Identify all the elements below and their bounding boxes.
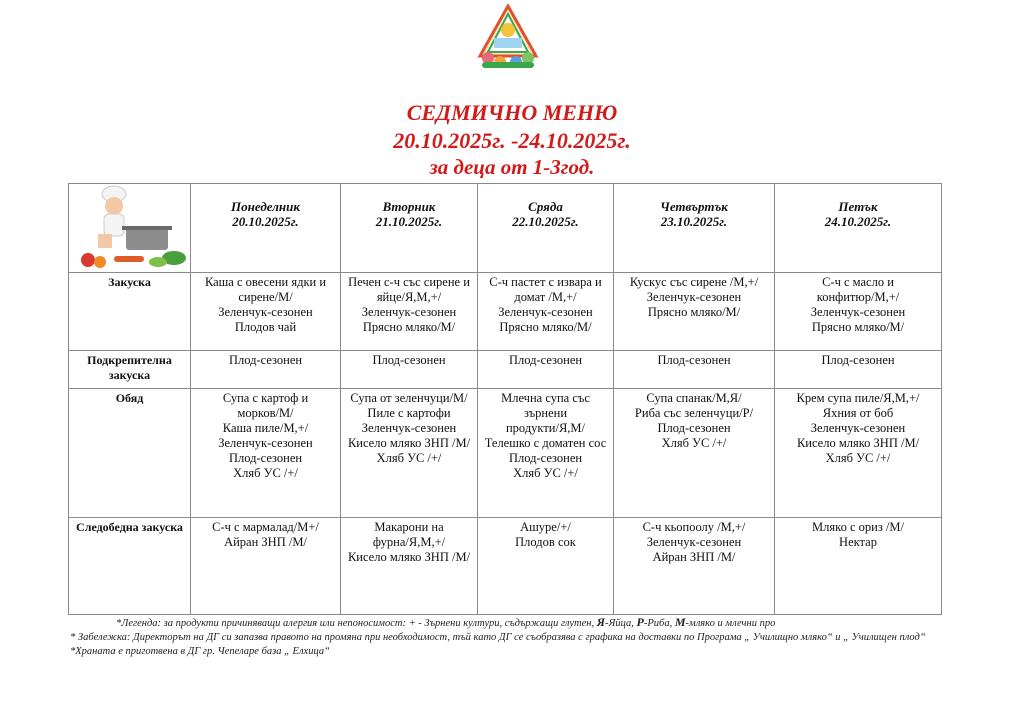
meal-row-breakfast — [69, 273, 942, 351]
prepared-note: *Храната е приготвена в ДГ гр. Чепеларе база „ Елхица“ — [70, 646, 330, 657]
menu-cell: Каша с овесени ядки и сирене/М/ Зеленчук-сезонен Плодов чай — [191, 273, 341, 351]
menu-cell: Супа с картоф и морков/М/ Каша пиле/М,+/ Зеленчук-сезонен Плод-сезонен Хляб УС /+/ — [191, 389, 341, 518]
chef-child-image — [70, 184, 190, 268]
header-corner — [69, 184, 191, 273]
menu-cell: С-ч с мармалад/М+/ Айран ЗНП /М/ — [191, 518, 341, 615]
menu-cell: Плод-сезонен — [614, 351, 775, 389]
header-row — [69, 184, 942, 273]
menu-cell: Кускус със сирене /М,+/ Зеленчук-сезонен Прясно мляко/М/ — [614, 273, 775, 351]
menu-cell: Макарони на фурна/Я,М,+/ Кисело мляко ЗНП /М/ — [341, 518, 478, 615]
meal-label: Обяд — [69, 389, 191, 518]
day-header-1: Вторник 21.10.2025г. — [341, 184, 478, 273]
meal-row-afternoon-snack — [69, 518, 942, 615]
menu-cell: Плод-сезонен — [775, 351, 942, 389]
menu-cell: Печен с-ч със сирене и яйце/Я,М,+/ Зеленчук-сезонен Прясно мляко/М/ — [341, 273, 478, 351]
menu-cell: С-ч пастет с извара и домат /М,+/ Зеленчук-сезонен Прясно мляко/М/ — [478, 273, 614, 351]
menu-cell: Плод-сезонен — [341, 351, 478, 389]
menu-age-group: за деца от 1-3год. — [429, 155, 595, 179]
weekly-menu-table — [68, 183, 942, 615]
menu-cell: Млечна супа със зърнени продукти/Я,М/ Телешко с доматен сос Плод-сезонен Хляб УС /+/ — [478, 389, 614, 518]
menu-cell: С-ч кьопоолу /М,+/ Зеленчук-сезонен Айран ЗНП /М/ — [614, 518, 775, 615]
menu-cell: Ашуре/+/ Плодов сок — [478, 518, 614, 615]
meal-label: Подкрепителна закуска — [69, 351, 191, 389]
director-note: * Забележка: Директорът на ДГ си запазва правото на промяна при необходимост, тъй като ДГ се съобразява с графика на доставки по Програма „ Училищно мляко“ и „ Училищен плод“ — [70, 632, 926, 643]
kindergarten-logo — [472, 4, 544, 70]
day-header-4: Петък 24.10.2025г. — [775, 184, 942, 273]
day-header-2: Сряда 22.10.2025г. — [478, 184, 614, 273]
menu-cell: Плод-сезонен — [478, 351, 614, 389]
meal-row-snack — [69, 351, 942, 389]
menu-cell: Мляко с ориз /М/ Нектар — [775, 518, 942, 615]
menu-cell: Супа от зеленчуци/М/ Пиле с картофи Зеленчук-сезонен Кисело мляко ЗНП /М/ Хляб УС /+/ — [341, 389, 478, 518]
menu-cell: С-ч с масло и конфитюр/М,+/ Зеленчук-сезонен Прясно мляко/М/ — [775, 273, 942, 351]
day-header-0: Понеделник 20.10.2025г. — [191, 184, 341, 273]
menu-date-range: 20.10.2025г. -24.10.2025г. — [393, 128, 631, 153]
menu-cell: Крем супа пиле/Я,М,+/ Яхния от боб Зеленчук-сезонен Кисело мляко ЗНП /М/ Хляб УС /+/ — [775, 389, 942, 518]
meal-row-lunch — [69, 389, 942, 518]
menu-cell: Супа спанак/М,Я/ Риба със зеленчуци/Р/ Плод-сезонен Хляб УС /+/ — [614, 389, 775, 518]
meal-label: Закуска — [69, 273, 191, 351]
menu-title: СЕДМИЧНО МЕНЮ — [406, 100, 618, 125]
allergen-legend: *Легенда: за продукти причиняващи алергия или непоносимост: + - Зърнени култури, съдържащи глутен, Я-Яйца, Р-Риба, М-мляко и млечни про — [116, 615, 776, 629]
menu-cell: Плод-сезонен — [191, 351, 341, 389]
day-header-3: Четвъртък 23.10.2025г. — [614, 184, 775, 273]
meal-label: Следобедна закуска — [69, 518, 191, 615]
